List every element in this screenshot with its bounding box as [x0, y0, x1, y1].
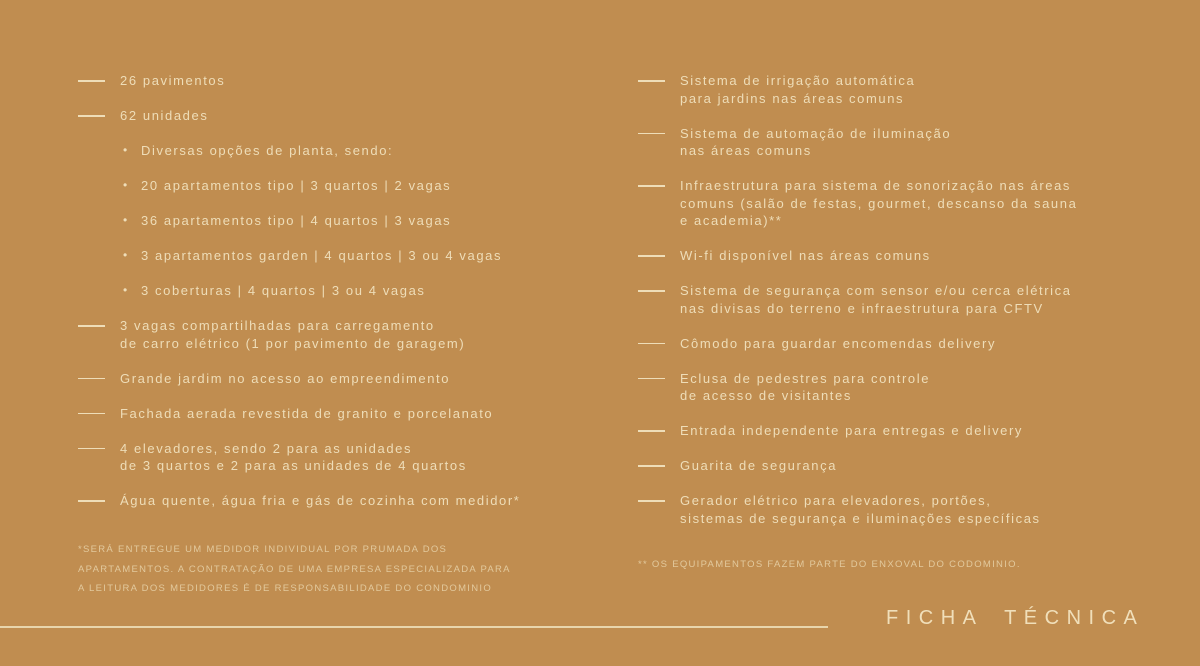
dash-icon	[78, 492, 120, 502]
dash-icon	[78, 440, 120, 450]
features-column-right	[638, 72, 1178, 545]
bullet-icon: •	[123, 213, 129, 227]
list-item	[638, 492, 1178, 527]
footnote-left	[78, 540, 511, 599]
bullet-icon: •	[123, 143, 129, 157]
list-item-text: Guarita de segurança	[680, 458, 838, 473]
list-item	[638, 282, 1178, 317]
list-item	[78, 492, 608, 510]
list-item-text: Eclusa de pedestres para controle de acesso de visitantes	[680, 370, 931, 403]
features-column-left	[78, 72, 608, 527]
list-item	[638, 247, 1178, 265]
dash-icon	[638, 492, 680, 502]
list-item-text: Entrada independente para entregas e delivery	[680, 423, 1024, 438]
dash-icon	[78, 72, 120, 82]
dash-icon	[638, 125, 680, 135]
list-item	[78, 317, 608, 352]
dash-icon	[638, 177, 680, 187]
list-item-text: 3 coberturas | 4 quartos | 3 ou 4 vagas	[141, 283, 426, 298]
list-item-text: Sistema de automação de iluminação nas áreas comuns	[680, 125, 952, 158]
dash-icon	[78, 370, 120, 380]
list-item-text: Diversas opções de planta, sendo:	[141, 143, 394, 158]
list-item-text: 62 unidades	[120, 108, 209, 123]
page-title: FICHA TÉCNICA	[886, 607, 1145, 629]
dash-icon	[638, 370, 680, 380]
dash-icon	[638, 247, 680, 257]
list-item-text: 4 elevadores, sendo 2 para as unidades de 3 quartos e 2 para as unidades de 4 quartos	[120, 440, 467, 473]
dash-icon	[638, 457, 680, 467]
list-item	[78, 405, 608, 423]
list-item-text: Infraestrutura para sistema de sonorização nas áreas comuns (salão de festas, gourmet, descanso da sauna e academia)**	[680, 178, 1078, 228]
list-item-text: Sistema de irrigação automática para jardins nas áreas comuns	[680, 73, 916, 106]
list-item	[123, 142, 608, 160]
list-item	[78, 72, 608, 90]
list-item	[78, 370, 608, 388]
list-item	[638, 370, 1178, 405]
list-item	[123, 282, 608, 300]
footnote-line: APARTAMENTOS. A CONTRATAÇÃO DE UMA EMPRESA ESPECIALIZADA PARA	[78, 563, 511, 575]
dash-icon	[78, 317, 120, 327]
list-item	[78, 440, 608, 475]
footer-divider-line	[0, 626, 828, 628]
footnote-line: ** OS EQUIPAMENTOS FAZEM PARTE DO ENXOVAL DO CODOMINIO.	[638, 559, 1021, 570]
list-item-text: 3 apartamentos garden | 4 quartos | 3 ou 4 vagas	[141, 248, 503, 263]
dash-icon	[78, 405, 120, 415]
list-item	[123, 177, 608, 195]
list-item-text: 20 apartamentos tipo | 3 quartos | 2 vagas	[141, 178, 452, 193]
list-item-text: Gerador elétrico para elevadores, portões, sistemas de segurança e iluminações específicas	[680, 493, 1041, 526]
list-item-text: Fachada aerada revestida de granito e porcelanato	[120, 405, 494, 421]
list-item-text: 36 apartamentos tipo | 4 quartos | 3 vagas	[141, 213, 452, 228]
list-item	[123, 247, 608, 265]
list-item	[638, 125, 1178, 160]
list-item	[123, 212, 608, 230]
footnote-line: *SERÁ ENTREGUE UM MEDIDOR INDIVIDUAL POR PRUMADA DOS	[78, 544, 448, 555]
list-item-text: Grande jardim no acesso ao empreendimento	[120, 370, 451, 386]
dash-icon	[78, 107, 120, 117]
list-item-text: Wi-fi disponível nas áreas comuns	[680, 248, 931, 263]
list-item-text: Água quente, água fria e gás de cozinha com medidor*	[120, 493, 521, 508]
list-item	[638, 457, 1178, 475]
bullet-icon: •	[123, 178, 129, 192]
list-item	[638, 335, 1178, 353]
dash-icon	[638, 422, 680, 432]
list-item	[638, 72, 1178, 107]
bullet-icon: •	[123, 248, 129, 262]
dash-icon	[638, 282, 680, 292]
list-item-text: Cômodo para guardar encomendas delivery	[680, 335, 997, 351]
list-item	[638, 177, 1178, 230]
list-item-text: 26 pavimentos	[120, 73, 226, 88]
bullet-icon: •	[123, 283, 129, 297]
list-item	[638, 422, 1178, 440]
list-item-text: 3 vagas compartilhadas para carregamento de carro elétrico (1 por pavimento de garagem)	[120, 318, 466, 351]
list-item-text: Sistema de segurança com sensor e/ou cerca elétrica nas divisas do terreno e infraestrutura para CFTV	[680, 283, 1072, 316]
dash-icon	[638, 335, 680, 345]
dash-icon	[638, 72, 680, 82]
footnote-line: A LEITURA DOS MEDIDORES É DE RESPONSABILIDADE DO CONDOMINIO	[78, 583, 493, 594]
list-item	[78, 107, 608, 125]
footnote-right	[638, 558, 1021, 571]
